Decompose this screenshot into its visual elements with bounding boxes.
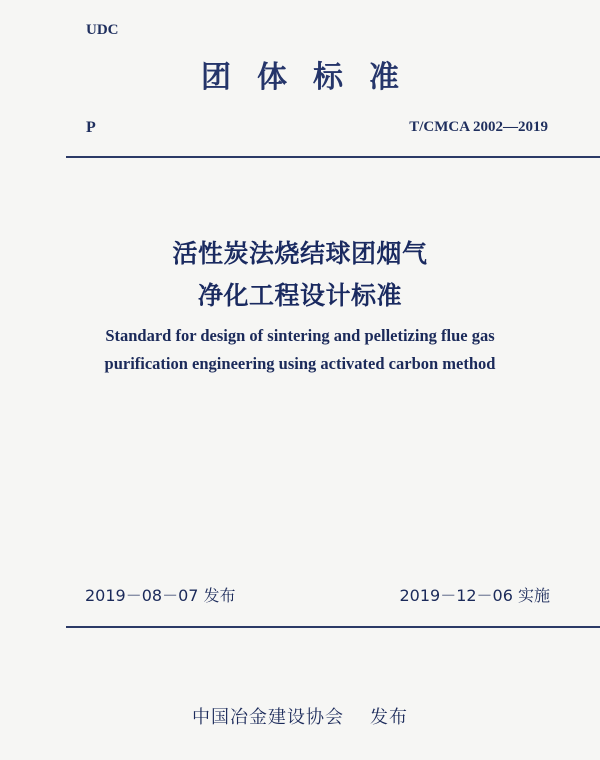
chinese-title-line-1: 活性炭法烧结球团烟气 [172,239,428,268]
top-divider [66,156,600,158]
english-title-line-1: Standard for design of sintering and pelletizing flue gas [105,326,495,345]
classification-code: P [86,119,96,136]
english-title-line-2: purification engineering using activated carbon method [104,354,496,373]
bottom-divider [66,626,600,628]
chinese-title-line-2: 净化工程设计标准 [197,281,402,310]
standard-type: 团体标准 [201,60,425,95]
implementation-date: 2019－12－06 实施 [399,586,550,605]
udc-label: UDC [86,22,119,38]
issue-date: 2019－08－07 发布 [85,586,236,605]
publisher-name: 中国冶金建设协会 [192,707,344,728]
publisher-action: 发布 [370,707,408,728]
standard-number: T/CMCA 2002—2019 [409,119,548,135]
publisher-line [0,703,600,729]
